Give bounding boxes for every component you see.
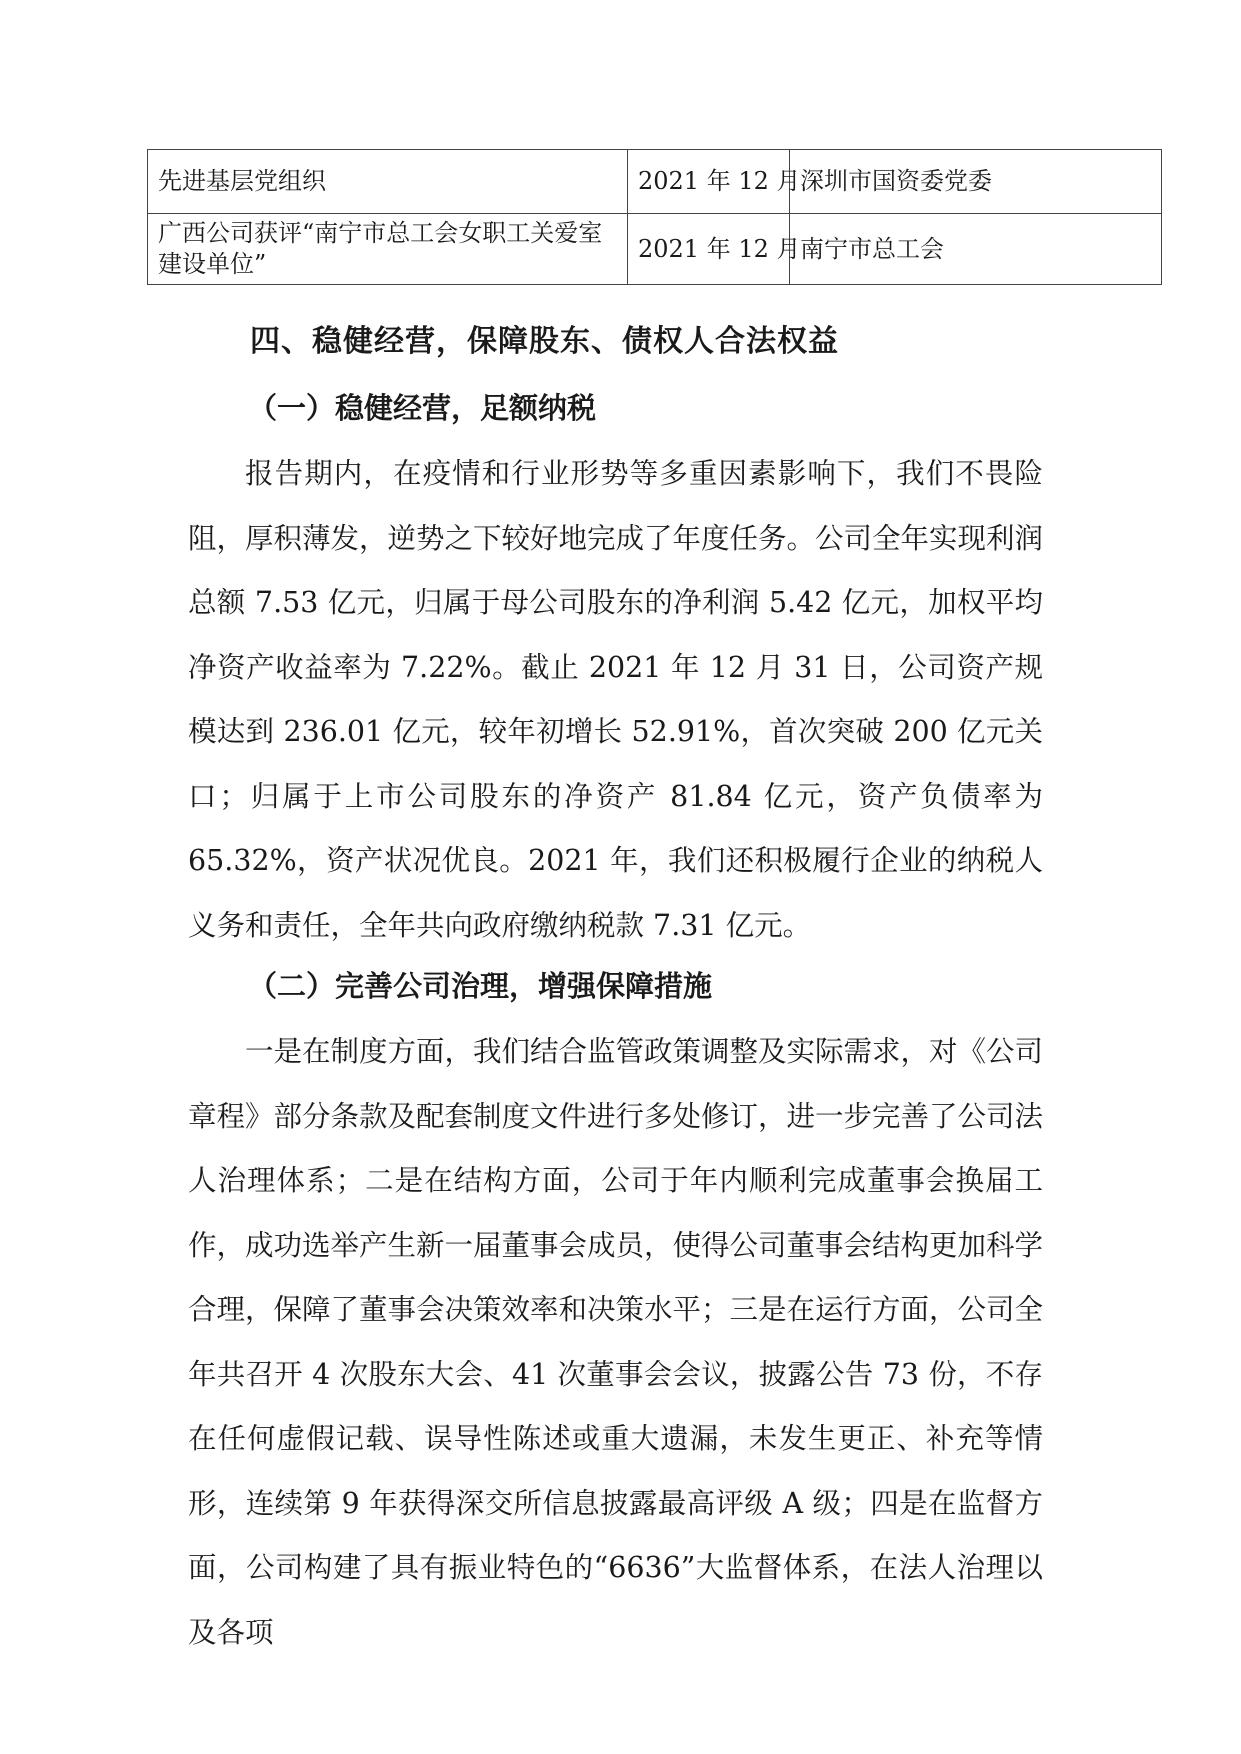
honor-date-cell: 2021 年 12 月 [628,214,790,285]
body-paragraph: 报告期内，在疫情和行业形势等多重因素影响下，我们不畏险阻，厚积薄发，逆势之下较好地完成了年度任务。公司全年实现利润总额 7.53 亿元，归属于母公司股东的净利润 5.42 亿元，加权平均净资产收益率为 7.22%。截止 2021 年 12 月 31 日，公司资产规模达到 236.01 亿元，较年初增长 52.91%，首次突破 200 亿元关口；归属于上市公司股东的净资产 81.84 亿元，资产负债率为 65.32%，资产状况优良。2021 年，我们还积极履行企业的纳税人义务和责任，全年共向政府缴纳税款 7.31 亿元。 [188,457,1044,942]
honor-date-cell: 2021 年 12 月 [628,150,790,214]
body-paragraph: 一是在制度方面，我们结合监管政策调整及实际需求，对《公司章程》部分条款及配套制度文件进行多处修订，进一步完善了公司法人治理体系；二是在结构方面，公司于年内顺利完成董事会换届工作，成功选举产生新一届董事会成员，使得公司董事会结构更加科学合理，保障了董事会决策效率和决策水平；三是在运行方面，公司全年共召开 4 次股东大会、41 次董事会会议，披露公告 73 份，不存在任何虚假记载、误导性陈述或重大遗漏，未发生更正、补充等情形，连续第 9 年获得深交所信息披露最高评级 A 级；四是在监督方面，公司构建了具有振业特色的“6636”大监督体系，在法人治理以及各项 [188,1035,1044,1649]
section-heading: 四、稳健经营，保障股东、债权人合法权益 [250,324,839,359]
subsection-heading: （二）完善公司治理，增强保障措施 [248,969,713,1003]
honor-item-cell: 先进基层党组织 [148,150,628,214]
honors-table [147,149,1162,285]
table-row [148,150,1162,214]
subsection-heading: （一）稳健经营，足额纳税 [248,391,597,425]
honor-issuer-cell: 深圳市国资委党委 [790,150,1162,214]
table-row [148,214,1162,285]
honor-item-cell: 广西公司获评“南宁市总工会女职工关爱室建设单位” [148,214,628,285]
honor-issuer-cell: 南宁市总工会 [790,214,1162,285]
